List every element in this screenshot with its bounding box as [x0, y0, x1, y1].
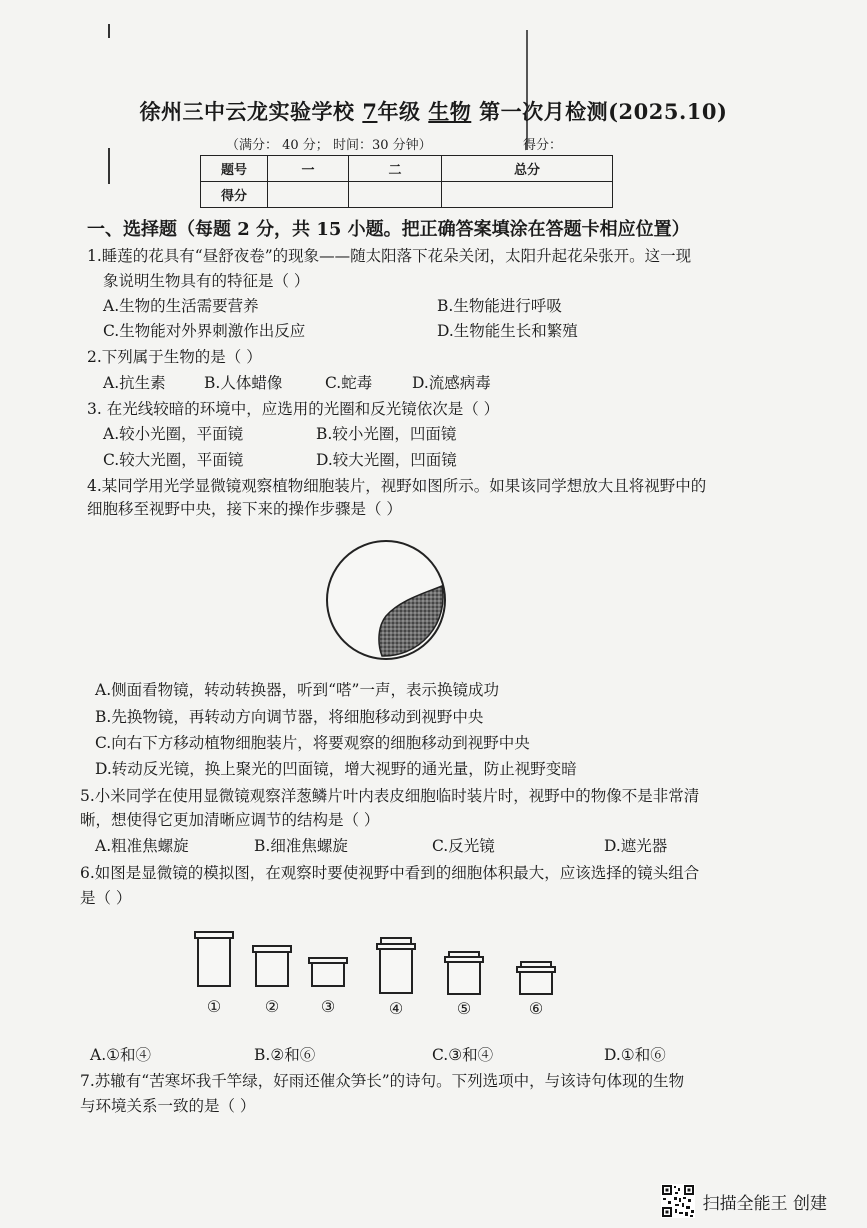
q6-option-d[interactable]: D.①和⑥	[604, 1046, 666, 1064]
subject: 生物	[428, 99, 472, 124]
q7-stem-cont: 与环境关系一致的是（ ）	[80, 1097, 256, 1115]
lens-2-icon	[253, 946, 291, 986]
q3-stem: 3. 在光线较暗的环境中，应选用的光圈和反光镜依次是（ ）	[87, 400, 500, 418]
lens-label-6: ⑥	[528, 999, 544, 1018]
scanner-watermark	[661, 1184, 827, 1218]
table-cell[interactable]	[268, 182, 349, 208]
lens-3-icon	[309, 958, 347, 986]
q4-stem-cont: 细胞移至视野中央，接下来的操作步骤是（ ）	[87, 500, 402, 518]
q1-stem: 1.睡莲的花具有“昼舒夜卷”的现象——随太阳落下花朵关闭，太阳升起花朵张开。这一现	[87, 247, 692, 265]
q4-option-d[interactable]: D.转动反光镜，换上聚光的凹面镜，增大视野的通光量，防止视野变暗	[95, 760, 577, 778]
lens-1-icon	[195, 932, 233, 986]
q1-option-a[interactable]: A.生物的生活需要营养	[103, 297, 259, 315]
q3-option-c[interactable]: C.较大光圈，平面镜	[103, 451, 244, 469]
q5-stem-cont: 晰，想使得它更加清晰应调节的结构是（ ）	[80, 811, 380, 829]
q4-option-b[interactable]: B.先换物镜，再转动方向调节器，将细胞移动到视野中央	[95, 708, 484, 726]
q2-option-a[interactable]: A.抗生素	[103, 374, 166, 392]
grade-suffix: 年级	[377, 99, 421, 124]
lens-label-1: ①	[206, 997, 222, 1016]
objective-lens-figure	[185, 928, 560, 1022]
q1-option-d[interactable]: D.生物能生长和繁殖	[437, 322, 578, 340]
lens-label-2: ②	[264, 997, 280, 1016]
table-cell: 一	[268, 156, 349, 182]
q2-option-d[interactable]: D.流感病毒	[412, 374, 491, 392]
school-name: 徐州三中云龙实验学校	[139, 99, 355, 124]
q6-option-b[interactable]: B.②和⑥	[254, 1046, 316, 1064]
q6-stem-cont: 是（ ）	[80, 889, 132, 907]
grade: 7	[362, 99, 378, 124]
q5-stem: 5.小米同学在使用显微镜观察洋葱鳞片叶内表皮细胞临时装片时，视野中的物像不是非常清	[80, 787, 700, 805]
table-cell: 得分	[201, 182, 268, 208]
table-row	[201, 156, 613, 182]
lens-4-icon	[377, 938, 415, 993]
lens-label-5: ⑤	[456, 999, 472, 1018]
q1-option-b[interactable]: B.生物能进行呼吸	[437, 297, 562, 315]
exam-meta: （满分： 40 分； 时间：30 分钟）	[226, 138, 432, 153]
lens-label-3: ③	[320, 997, 336, 1016]
q6-option-a[interactable]: A.①和④	[90, 1046, 152, 1064]
scanner-app-name: 扫描全能王 创建	[702, 1193, 827, 1214]
q6-stem: 6.如图是显微镜的模拟图，在观察时要使视野中看到的细胞体积最大，应该选择的镜头组合	[80, 864, 700, 882]
q5-option-d[interactable]: D.遮光器	[604, 837, 668, 855]
q4-option-c[interactable]: C.向右下方移动植物细胞装片，将要观察的细胞移动到视野中央	[95, 734, 530, 752]
score-table	[200, 155, 613, 208]
q5-option-a[interactable]: A.粗准焦螺旋	[95, 837, 189, 855]
q6-option-c[interactable]: C.③和④	[432, 1046, 494, 1064]
q5-option-b[interactable]: B.细准焦螺旋	[254, 837, 348, 855]
q7-stem: 7.苏辙有“苦寒坏我千竿绿，好雨还催众笋长”的诗句。下列选项中，与该诗句体现的生物	[80, 1072, 685, 1090]
qr-code-icon	[661, 1184, 695, 1218]
q1-option-c[interactable]: C.生物能对外界刺激作出反应	[103, 322, 306, 340]
scan-mark	[108, 24, 110, 38]
table-cell: 总分	[442, 156, 613, 182]
q3-option-a[interactable]: A.较小光圈，平面镜	[103, 425, 244, 443]
q4-stem: 4.某同学用光学显微镜观察植物细胞装片，视野如图所示。如果该同学想放大且将视野中的	[87, 477, 707, 495]
lens-5-icon	[445, 952, 483, 994]
table-row	[201, 182, 613, 208]
table-cell: 二	[349, 156, 442, 182]
lens-label-4: ④	[388, 999, 404, 1018]
q3-option-d[interactable]: D.较大光圈，凹面镜	[316, 451, 457, 469]
exam-name: 第一次月检测(2025.10)	[479, 99, 728, 124]
q2-option-c[interactable]: C.蛇毒	[325, 374, 373, 392]
table-cell[interactable]	[349, 182, 442, 208]
lens-6-icon	[517, 962, 555, 994]
fold-line	[526, 30, 528, 150]
q3-option-b[interactable]: B.较小光圈，凹面镜	[316, 425, 457, 443]
scan-mark	[108, 148, 110, 184]
q2-option-b[interactable]: B.人体蜡像	[204, 374, 283, 392]
table-cell: 题号	[201, 156, 268, 182]
table-cell[interactable]	[442, 182, 613, 208]
microscope-field-figure	[320, 538, 454, 664]
q4-option-a[interactable]: A.侧面看物镜，转动转换器，听到“嗒”一声，表示换镜成功	[95, 681, 499, 699]
section-heading: 一、选择题（每题 2 分，共 15 小题。把正确答案填涂在答题卡相应位置）	[87, 219, 690, 240]
q1-stem-cont: 象说明生物具有的特征是（ ）	[103, 272, 310, 290]
q2-stem: 2.下列属于生物的是（ ）	[87, 348, 262, 366]
page-title	[0, 96, 867, 126]
q5-option-c[interactable]: C.反光镜	[432, 837, 495, 855]
score-label: 得分：	[523, 138, 563, 153]
